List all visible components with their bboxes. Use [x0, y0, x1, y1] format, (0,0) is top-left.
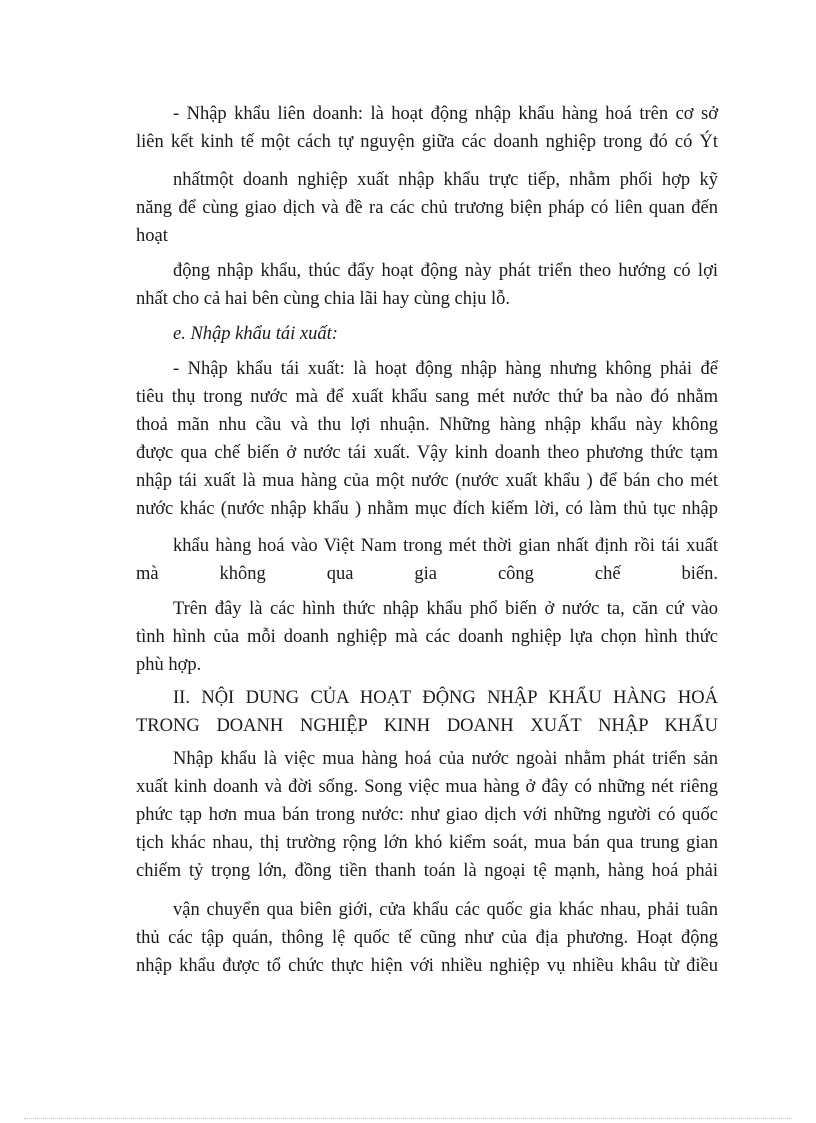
text-line: nhập khẩu được tổ chức thực hiện với nhiều nghiệp vụ nhiều khâu từ điều	[136, 956, 718, 976]
text-line: khẩu hàng hoá vào Việt Nam trong mét thời gian nhất định rồi tái xuất	[173, 536, 718, 556]
text-line: tịch khác nhau, thị trường rộng lớn khó kiểm soát, mua bán qua trung gian	[136, 833, 718, 853]
text-line: liên kết kinh tế một cách tự nguyện giữa các doanh nghiệp trong đó có Ýt	[136, 132, 718, 152]
section-heading-e: e. Nhập khẩu tái xuất:	[173, 324, 338, 344]
text-line: nhập tái xuất là mua hàng của một nước (nước xuất khẩu ) để bán cho mét	[136, 471, 718, 491]
text-line: hoạt	[136, 226, 168, 246]
text-line: thủ các tập quán, thông lệ quốc tế cũng như của địa phương. Hoạt động	[136, 928, 718, 948]
text-line: phù hợp.	[136, 655, 202, 675]
text-line: vận chuyển qua biên giới, cửa khẩu các quốc gia khác nhau, phải tuân	[173, 900, 718, 920]
text-line: Trên đây là các hình thức nhập khẩu phổ biến ở nước ta, căn cứ vào	[173, 599, 718, 619]
footer-divider	[24, 1118, 792, 1119]
text-line: nước khác (nước nhập khẩu ) nhằm mục đích kiếm lời, có làm thủ tục nhập	[136, 499, 718, 519]
text-line: nhấtmột doanh nghiệp xuất nhập khẩu trực tiếp, nhằm phối hợp kỹ	[173, 170, 718, 190]
text-line: - Nhập khẩu tái xuất: là hoạt động nhập hàng nhưng không phải để	[173, 359, 718, 379]
text-line: phức tạp hơn mua bán trong nước: như giao dịch với những người có quốc	[136, 805, 718, 825]
text-line: động nhập khẩu, thúc đẩy hoạt động này phát triển theo hướng có lợi	[173, 261, 718, 281]
text-line: chiếm tỷ trọng lớn, đồng tiền thanh toán là ngoại tệ mạnh, hàng hoá phải	[136, 861, 718, 881]
text-line: mà không qua gia công chế biến.	[136, 564, 718, 584]
section-heading-ii-cont: TRONG DOANH NGHIỆP KINH DOANH XUẤT NHẬP KHẨU	[136, 716, 718, 736]
text-line: được qua chế biến ở nước tái xuất. Vậy kinh doanh theo phương thức tạm	[136, 443, 718, 463]
text-line: tình hình của mỗi doanh nghiệp mà các doanh nghiệp lựa chọn hình thức	[136, 627, 718, 647]
text-line: - Nhập khẩu liên doanh: là hoạt động nhập khẩu hàng hoá trên cơ sở	[173, 104, 718, 124]
text-line: tiêu thụ trong nước mà để xuất khẩu sang mét nước thứ ba nào đó nhằm	[136, 387, 718, 407]
section-heading-ii: II. NỘI DUNG CỦA HOẠT ĐỘNG NHẬP KHẨU HÀNG HOÁ	[173, 688, 718, 708]
text-line: xuất kinh doanh và đời sống. Song việc mua hàng ở đây có những nét riêng	[136, 777, 718, 797]
text-line: nhất cho cả hai bên cùng chia lãi hay cùng chịu lỗ.	[136, 289, 510, 309]
text-line: Nhập khẩu là việc mua hàng hoá của nước ngoài nhằm phát triển sản	[173, 749, 718, 769]
text-line: năng để cùng giao dịch và đề ra các chủ trương biện pháp có liên quan đến	[136, 198, 718, 218]
text-line: thoả mãn nhu cầu và thu lợi nhuận. Những hàng nhập khẩu này không	[136, 415, 718, 435]
